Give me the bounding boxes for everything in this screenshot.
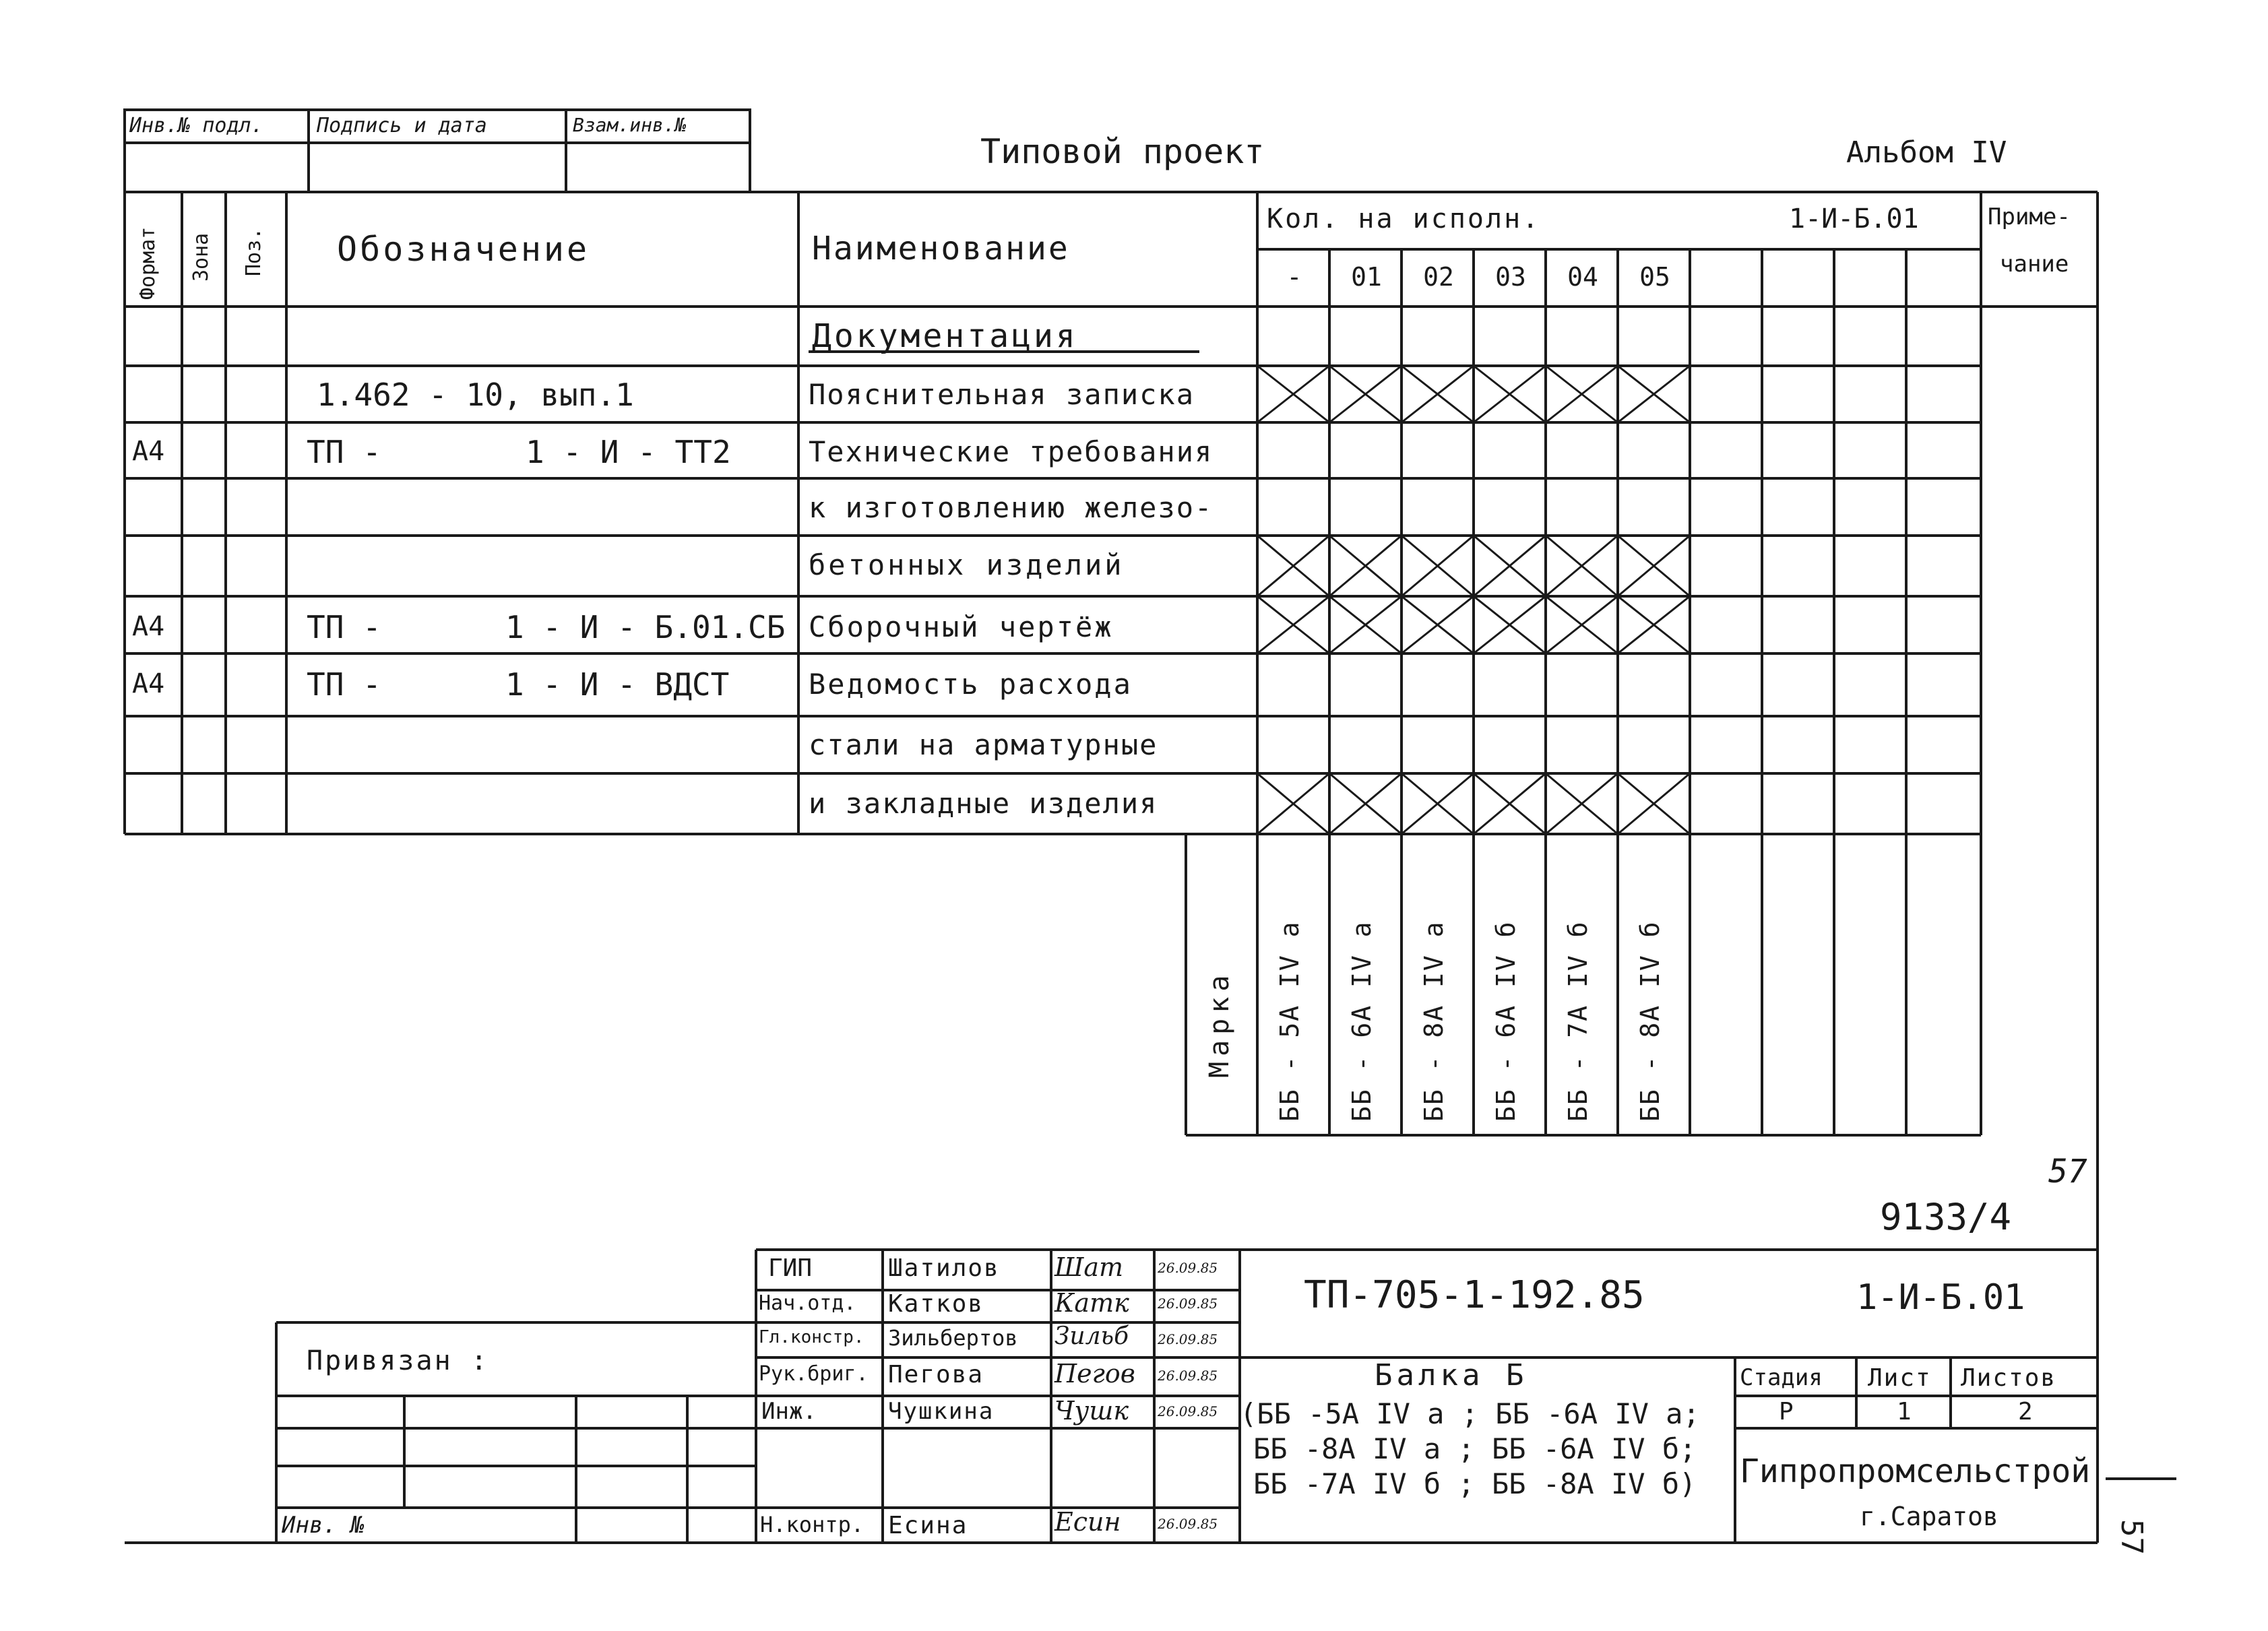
role-2: Гл.констр. xyxy=(759,1327,864,1347)
header-naimenovanie: Наименование xyxy=(812,230,1070,267)
sign-date-4: 26.09.85 xyxy=(1158,1403,1218,1419)
header-zona: Зона xyxy=(189,232,213,282)
row-0-name: Документация xyxy=(812,317,1078,355)
organization: Гипропромсельстрой xyxy=(1740,1452,2091,1490)
object-name: Балка Б xyxy=(1375,1358,1528,1393)
stage-label: Стадия xyxy=(1740,1364,1823,1391)
role-name-2: Зильбертов xyxy=(888,1325,1018,1351)
object-line-1: ББ -8А IV а ; ББ -6А IV б; xyxy=(1253,1432,1697,1465)
row-1-name: Пояснительная записка xyxy=(809,378,1195,411)
row-2-designation-a: ТП - xyxy=(307,434,381,470)
role-6: Н.контр. xyxy=(760,1512,864,1537)
sheet-code: 1-И-Б.01 xyxy=(1856,1277,2025,1318)
page-number: 57 xyxy=(2048,1153,2087,1190)
role-name-4: Чушкина xyxy=(888,1398,995,1425)
row-5-designation-b: 1 - И - Б.01.СБ xyxy=(505,609,786,645)
row-2-name: Технические требования xyxy=(809,435,1214,468)
mark-5: ББ - 8А IV б xyxy=(1635,920,1665,1122)
row-8-name: и закладные изделия xyxy=(809,787,1158,820)
variant-col-0: - xyxy=(1286,262,1302,292)
header-primechanie-1: Приме- xyxy=(1988,203,2071,230)
signature-2: Зильб xyxy=(1054,1322,1129,1350)
stage-value: Р xyxy=(1779,1398,1794,1426)
variant-col-5: 05 xyxy=(1639,262,1670,292)
mark-1: ББ - 6А IV а xyxy=(1347,920,1377,1122)
sign-date-2: 26.09.85 xyxy=(1158,1331,1218,1347)
archive-number: 9133/4 xyxy=(1880,1196,2012,1238)
sign-date-1: 26.09.85 xyxy=(1158,1296,1218,1312)
variant-col-4: 04 xyxy=(1567,262,1598,292)
header-oboznachenie: Обозначение xyxy=(337,230,590,269)
sheet-value: 1 xyxy=(1897,1398,1912,1426)
row-6-name: Ведомость расхода xyxy=(809,668,1133,701)
signature-1: Катк xyxy=(1054,1288,1129,1318)
role-1: Нач.отд. xyxy=(759,1291,856,1315)
stamp-inv-podl: Инв.№ подл. xyxy=(129,114,263,137)
marka-label: Марка xyxy=(1204,969,1235,1078)
row-6-format: А4 xyxy=(132,668,165,699)
sign-date-0: 26.09.85 xyxy=(1158,1260,1218,1276)
header-poz: Поз. xyxy=(242,227,265,276)
row-5-name: Сборочный чертёж xyxy=(809,610,1114,643)
mark-0: ББ - 5А IV а xyxy=(1275,920,1304,1122)
row-5-format: А4 xyxy=(132,611,165,642)
stamp-podpis-data: Подпись и дата xyxy=(317,114,487,137)
album-label: Альбом IV xyxy=(1846,135,2007,170)
sheet-label: Лист xyxy=(1868,1364,1932,1392)
row-5-designation-a: ТП - xyxy=(307,609,381,645)
row-3-name: к изготовлению железо- xyxy=(809,491,1214,524)
side-page-number: 57 xyxy=(2114,1519,2149,1555)
role-name-1: Катков xyxy=(888,1290,984,1318)
variant-col-3: 03 xyxy=(1495,262,1526,292)
header-ispoln-code: 1-И-Б.01 xyxy=(1789,203,1919,234)
mark-2: ББ - 8А IV а xyxy=(1419,920,1449,1122)
stamp-vzam-inv: Взам.инв.№ xyxy=(573,114,687,136)
row-2-format: А4 xyxy=(132,436,165,467)
signature-4: Чушк xyxy=(1054,1396,1129,1426)
row-6-designation-b: 1 - И - ВДСТ xyxy=(505,666,730,703)
header-format: Формат xyxy=(136,226,160,300)
header-kol-na-ispoln: Кол. на исполн. xyxy=(1267,203,1541,234)
sheets-label: Листов xyxy=(1961,1364,2057,1392)
role-name-3: Пегова xyxy=(888,1361,984,1388)
sign-date-3: 26.09.85 xyxy=(1158,1368,1218,1384)
sheets-value: 2 xyxy=(2018,1398,2033,1426)
row-7-name: стали на арматурные xyxy=(809,728,1158,761)
role-name-6: Есина xyxy=(888,1512,968,1539)
project-code: ТП-705-1-192.85 xyxy=(1304,1273,1645,1317)
variant-col-1: 01 xyxy=(1351,262,1382,292)
object-line-2: ББ -7А IV б ; ББ -8А IV б) xyxy=(1253,1467,1697,1500)
row-2-designation-b: 1 - И - ТТ2 xyxy=(526,434,731,470)
role-0: ГИП xyxy=(768,1254,813,1282)
signature-3: Пегов xyxy=(1054,1359,1135,1388)
row-4-name: бетонных изделий xyxy=(809,548,1125,581)
role-3: Рук.бриг. xyxy=(759,1362,869,1386)
city: г.Саратов xyxy=(1860,1502,1998,1531)
header-primechanie-2: чание xyxy=(2000,251,2069,278)
sheet-title: Типовой проект xyxy=(980,132,1265,171)
signature-6: Есин xyxy=(1054,1507,1121,1537)
sign-date-6: 26.09.85 xyxy=(1158,1516,1218,1532)
row-6-designation-a: ТП - xyxy=(307,666,381,703)
object-line-0: (ББ -5А IV а ; ББ -6А IV а; xyxy=(1240,1397,1700,1430)
mark-4: ББ - 7А IV б xyxy=(1563,920,1593,1122)
mark-3: ББ - 6А IV б xyxy=(1491,920,1521,1122)
inv-no-label: Инв. № xyxy=(282,1512,365,1539)
privyazan-label: Привязан : xyxy=(307,1345,489,1376)
signature-0: Шат xyxy=(1054,1252,1124,1282)
variant-col-2: 02 xyxy=(1423,262,1454,292)
role-4: Инж. xyxy=(761,1398,817,1425)
role-name-0: Шатилов xyxy=(888,1254,1000,1282)
row-1-designation: 1.462 - 10, вып.1 xyxy=(317,377,634,413)
